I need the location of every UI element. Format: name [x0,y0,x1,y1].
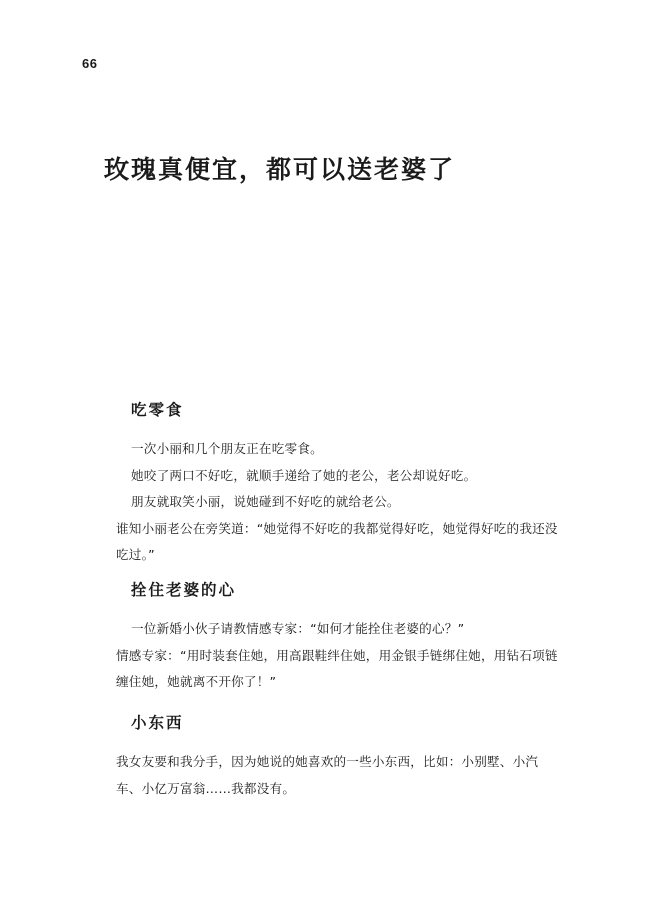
paragraph: 一次小丽和几个朋友正在吃零食。 [131,441,323,456]
paragraph: 我女友要和我分手，因为她说的她喜欢的一些小东西，比如：小别墅、小汽车、小亿万富翁……我都没有。 [116,754,539,796]
section-heading: 拴住老婆的心 [131,581,237,599]
paragraph: 谁知小丽老公在旁笑道：“她觉得不好吃的我都觉得好吃，她觉得好吃的我还没吃过。” [116,520,558,562]
paragraph: 情感专家：“用时装套住她，用高跟鞋绊住她，用金银手链绑住她，用钻石项链缠住她，她就离不开你了！” [116,647,558,689]
section-small-things [116,711,561,802]
paragraph: 她咬了两口不好吃，就顺手递给了她的老公，老公却说好吃。 [131,467,477,483]
paragraph: 一位新婚小伙子请教情感专家：“如何才能拴住老婆的心？” [131,621,465,636]
section-wife-heart [116,578,561,696]
page-number: 66 [82,56,98,71]
paragraph: 朋友就取笑小丽，说她碰到不好吃的就给老公。 [131,494,400,509]
section-heading: 小东西 [131,714,184,732]
section-snacks [116,398,561,569]
chapter-title: 玫瑰真便宜，都可以送老婆了 [104,155,456,184]
section-heading: 吃零食 [131,401,184,419]
